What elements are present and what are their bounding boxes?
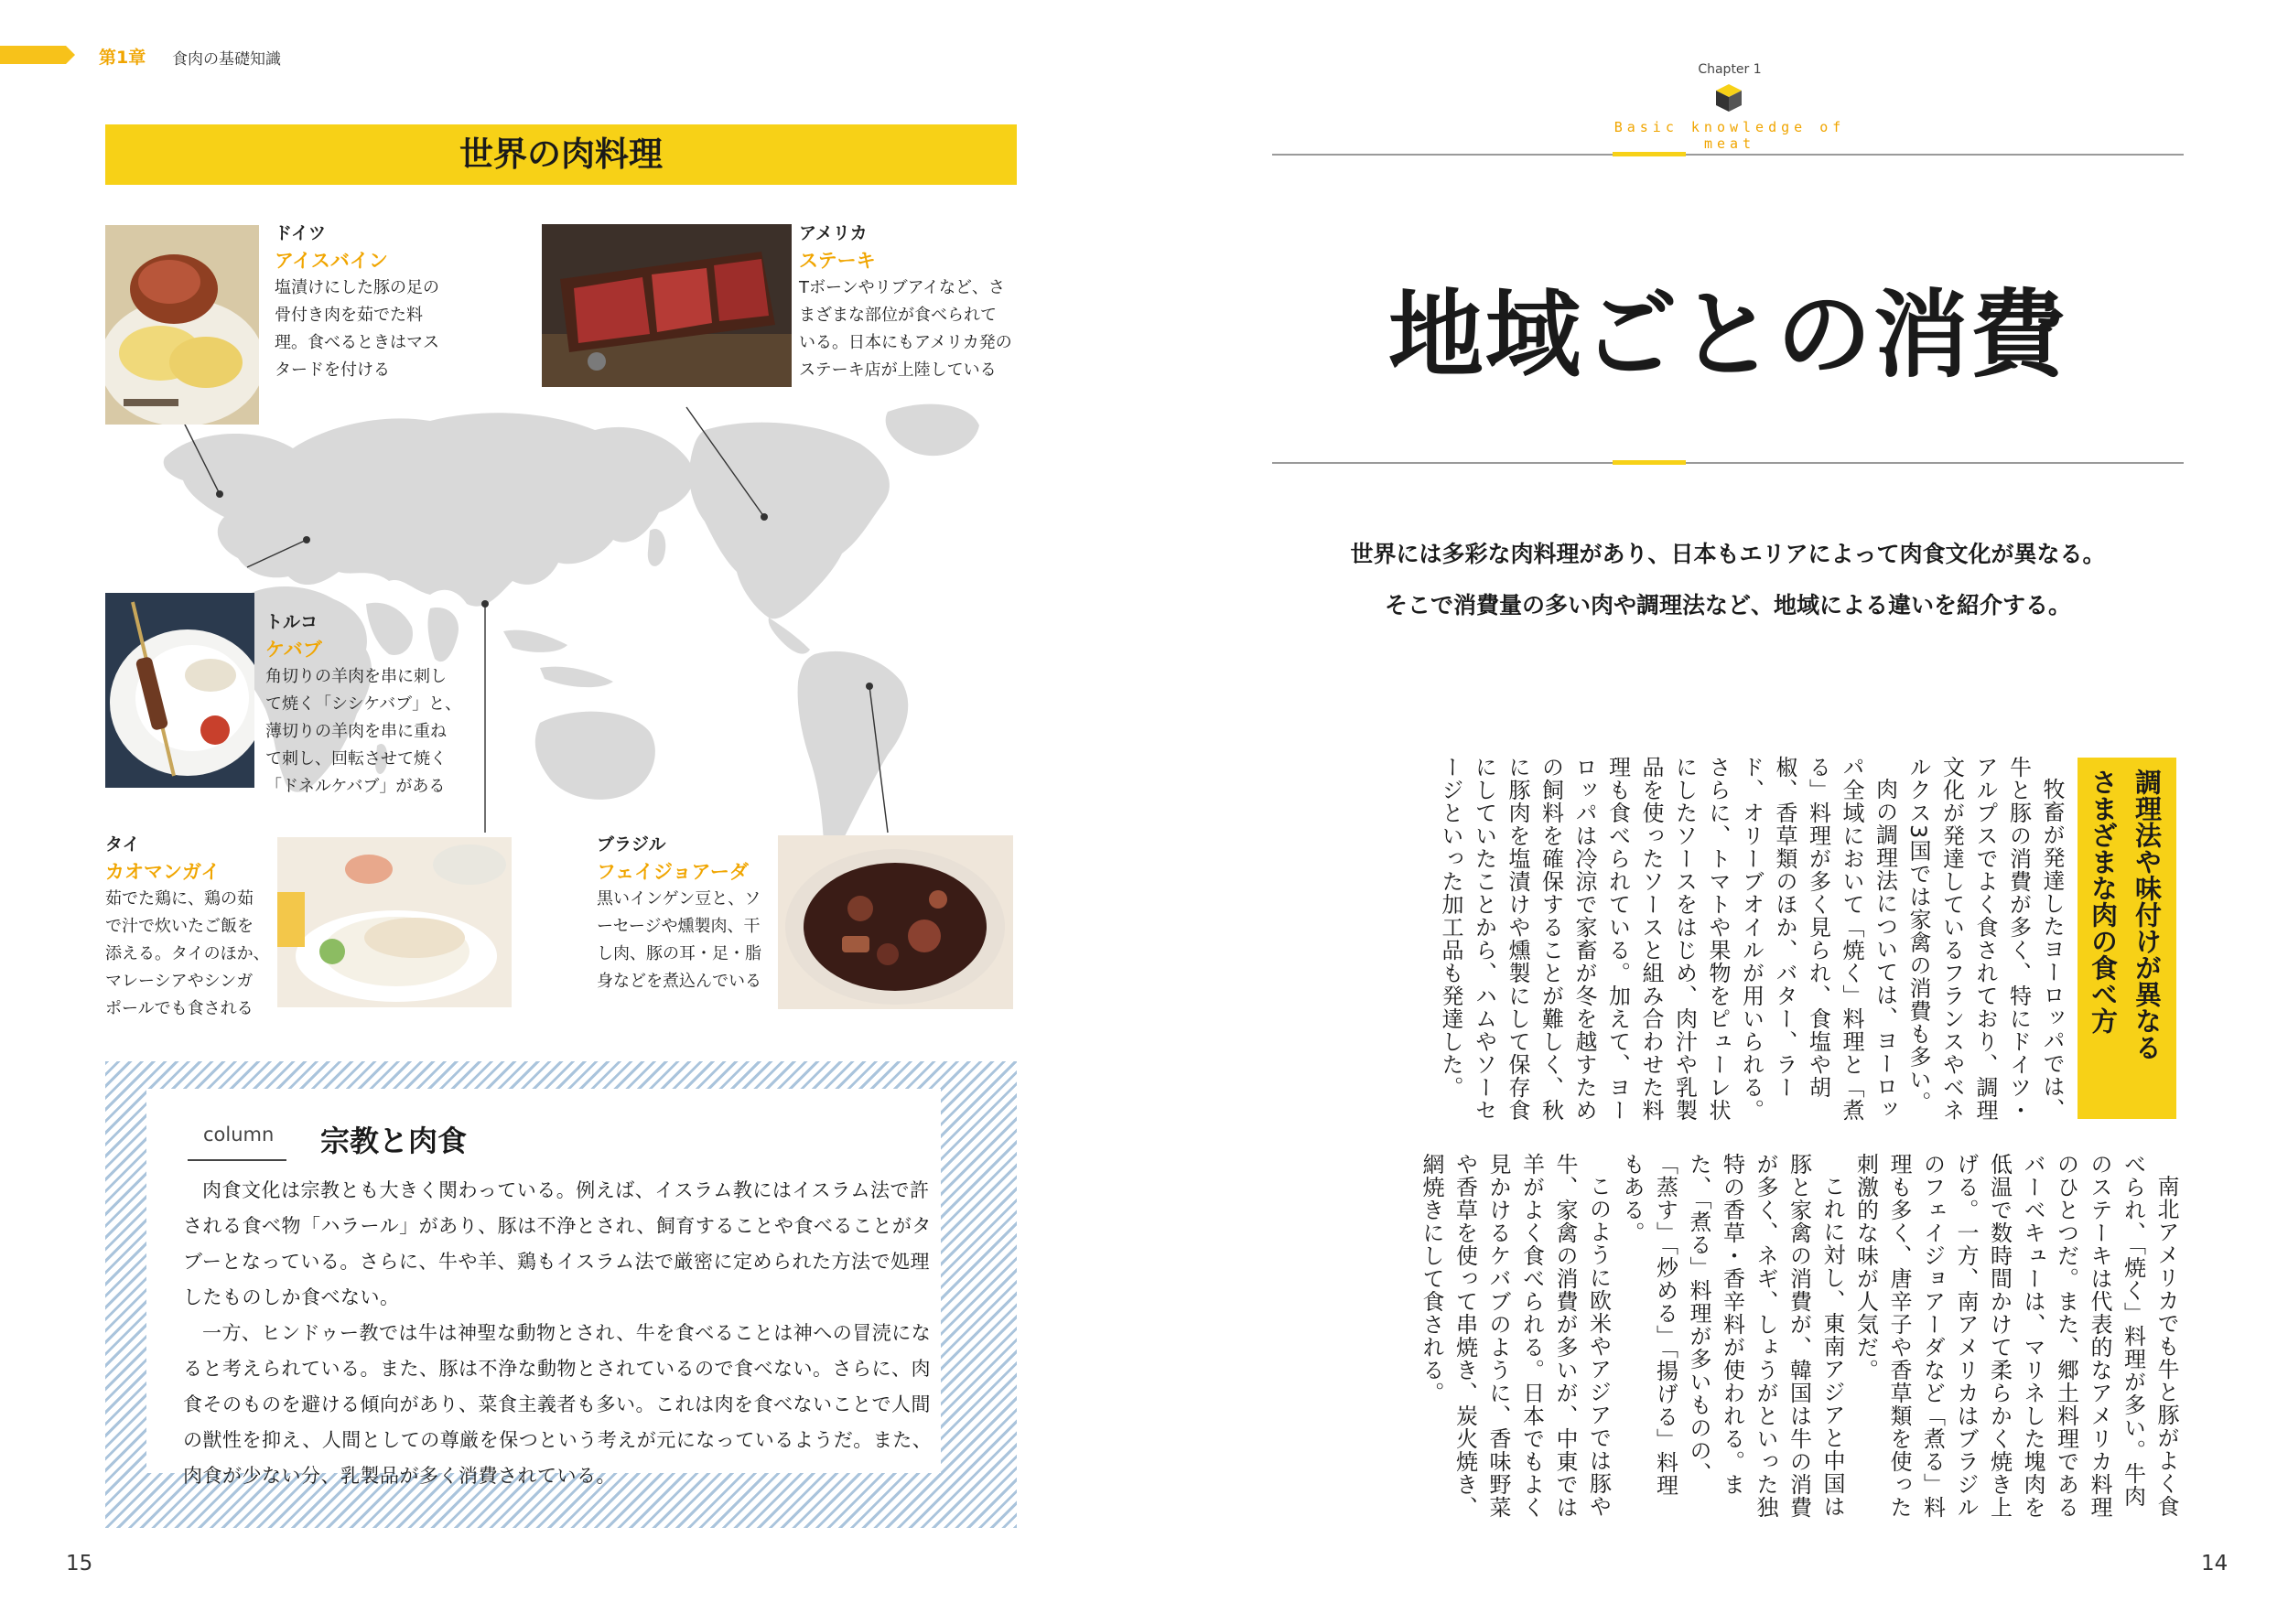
column-paragraph: 一方、ヒンドゥー教では牛は神聖な動物とされ、牛を食べることは神への冒涜になると考えられている。また、豚は不浄な動物とされているので食べない。さらに、肉食そのものを避ける傾向があり、菜食主義者も多い。これは肉を食べないことで人間の獣性を抑え、人間としての尊厳を保つという考えが元になっているようだ。また、肉食が少ない分、乳製品が多く消費されている。 [183, 1322, 933, 1487]
caption-thailand [105, 831, 279, 1023]
page-number-right: 14 [2201, 1552, 2229, 1576]
caption-line: 骨付き肉を茹でた料 [275, 306, 423, 325]
column-body [183, 1173, 943, 1494]
caption-line: Tボーンやリブアイなど、さ [799, 278, 1006, 297]
caption-line: で汁で炊いたご飯を [105, 917, 254, 936]
caption-dish: ステーキ [799, 250, 876, 272]
caption-line: 添える。タイのほか、 [105, 944, 270, 963]
caption-line: ステーキ店が上陸している [799, 360, 997, 380]
caption-line: し肉、豚の耳・足・脂 [597, 944, 761, 963]
caption-line: 塩漬けにした豚の足の [275, 278, 439, 297]
caption-country: ブラジル [597, 834, 666, 855]
caption-line: いる。日本にもアメリカ発の [799, 333, 1012, 352]
lead-line: 世界には多彩な肉料理があり、日本もエリアによって肉食文化が異なる。 [1350, 541, 2106, 567]
caption-line: 「ドネルケバブ」がある [265, 777, 446, 796]
caption-germany [275, 220, 458, 384]
page-title: 地域ごとの消費 [1387, 279, 2067, 391]
body-block-lower [1268, 1153, 2183, 1519]
body-paragraph: 肉の調理法については、ヨーロッパ全域において「焼く」料理と「煮る」料理が多く見られ、食塩や胡椒、香草類のほか、バター、ラード、オリーブオイルが用いられる。さらに、トマトや果物をピューレ状にしたソースをはじめ、肉汁や乳製品を使ったソースと組み合わせた料理も食べられている。加えて、ヨーロッパは冷涼で家畜が冬を越すための飼料を確保することが難しく、秋に豚肉を塩漬けや燻製にして保存食にしていたことから、ハムやソーセージといった加工品も発達した。 [1438, 756, 1898, 1122]
caption-usa [799, 220, 1028, 384]
caption-line: ポールでも食される [105, 999, 254, 1018]
photo-khao-man-gai [277, 837, 512, 1007]
caption-line: 理。食べるときはマス [275, 333, 439, 352]
chapter-number: 第1章 [99, 48, 146, 68]
title-rule-bottom-accent [1613, 460, 1686, 465]
caption-line: まざまな部位が食べられて [799, 306, 997, 325]
caption-brazil [597, 831, 780, 995]
caption-country: アメリカ [799, 223, 868, 243]
caption-line: マレーシアやシンガ [105, 972, 254, 991]
column-tag: column [203, 1124, 275, 1145]
lead-line: そこで消費量の多い肉や調理法など、地域による違いを紹介する。 [1384, 592, 2071, 618]
body-paragraph: これに対し、東南アジアと中国は豚と家禽の消費が、韓国は牛の消費が多く、ネギ、しょうがといった独特の香草・香辛料が使われる。また、「煮る」料理が多いものの、「蒸す」「炒める」「揚げる」料理もある。 [1619, 1153, 1845, 1519]
caption-line: て焼く「シシケバブ」と、 [265, 694, 462, 714]
section-heading [2078, 758, 2176, 1119]
caption-line: 黒いインゲン豆と、ソ [597, 889, 761, 909]
caption-country: タイ [105, 834, 140, 855]
caption-dish: カオマンガイ [105, 861, 221, 883]
caption-line: タードを付ける [275, 360, 390, 380]
caption-line: て刺し、回転させて焼く [265, 749, 447, 769]
page-number-left: 15 [66, 1552, 93, 1576]
caption-dish: ケバブ [265, 639, 322, 661]
photo-steak [542, 224, 792, 387]
body-paragraph: 牧畜が発達したヨーロッパでは、牛と豚の消費が多く、特にドイツ・アルプスでよく食されており、調理文化が発達しているフランスやベネルクス3国では家禽の消費も多い。 [1905, 756, 2065, 1122]
caption-line: 身などを煮込んでいる [597, 972, 761, 991]
caption-country: ドイツ [275, 223, 327, 243]
body-paragraph: このように欧米やアジアでは豚や牛、家禽の消費が多いが、中東では羊がよく食べられる。日本でもよく見かけるケバブのように、香味野菜や香草を使って串焼き、炭火焼き、網焼きにして食される。 [1419, 1153, 1612, 1519]
column-tag-underline [188, 1159, 286, 1161]
caption-line: 薄切りの羊肉を串に重ね [265, 722, 447, 741]
column-paragraph: 肉食文化は宗教とも大きく関わっている。例えば、イスラム教にはイスラム法で許される食べ物「ハラール」があり、豚は不浄とされ、飼育することや食べることがタブーとなっている。さらに、牛や羊、鶏もイスラム法で厳密に定められた方法で処理したものしか食べない。 [183, 1179, 932, 1308]
caption-line: ーセージや燻製肉、干 [597, 917, 761, 936]
body-block-upper [1268, 756, 2068, 1126]
caption-country: トルコ [265, 612, 318, 632]
caption-dish: アイスバイン [275, 250, 388, 272]
photo-feijoada [778, 835, 1013, 1009]
column-title: 宗教と肉食 [320, 1124, 468, 1158]
title-rule-bottom [1272, 462, 2184, 464]
section-heading-line: さまざまな肉の食べ方 [2088, 769, 2119, 1034]
caption-dish: フェイジョアーダ [597, 861, 749, 883]
map-section-title: 世界の肉料理 [459, 134, 663, 174]
body-paragraph: 南北アメリカでも牛と豚がよく食べられ、「焼く」料理が多い。牛肉のステーキは代表的なアメリカ料理のひとつだ。また、郷土料理であるバーベキューは、マリネした塊肉を低温で数時間かけて柔らかく焼き上げる。一方、南アメリカはブラジルのフェイジョアーダなど「煮る」料理も多く、唐辛子や香草類を使った刺激的な味が人気だ。 [1852, 1153, 2179, 1519]
caption-turkey [265, 608, 467, 801]
title-rule-top-accent [1613, 152, 1686, 156]
section-heading-line: 調理法や味付けが異なる [2132, 769, 2163, 1060]
cube-icon [1714, 82, 1743, 113]
lead-text [1272, 529, 2184, 631]
chapter-subtitle: Basic knowledge of meat [1613, 119, 1846, 152]
caption-line: 角切りの羊肉を串に刺し [265, 667, 447, 686]
chapter-label: Chapter 1 [1698, 62, 1762, 77]
title-rule-top [1272, 154, 2184, 156]
photo-kebab [105, 593, 254, 788]
chapter-topic: 食肉の基礎知識 [172, 50, 281, 69]
caption-line: 茹でた鶏に、鶏の茹 [105, 889, 254, 909]
photo-eisbein [105, 225, 259, 425]
